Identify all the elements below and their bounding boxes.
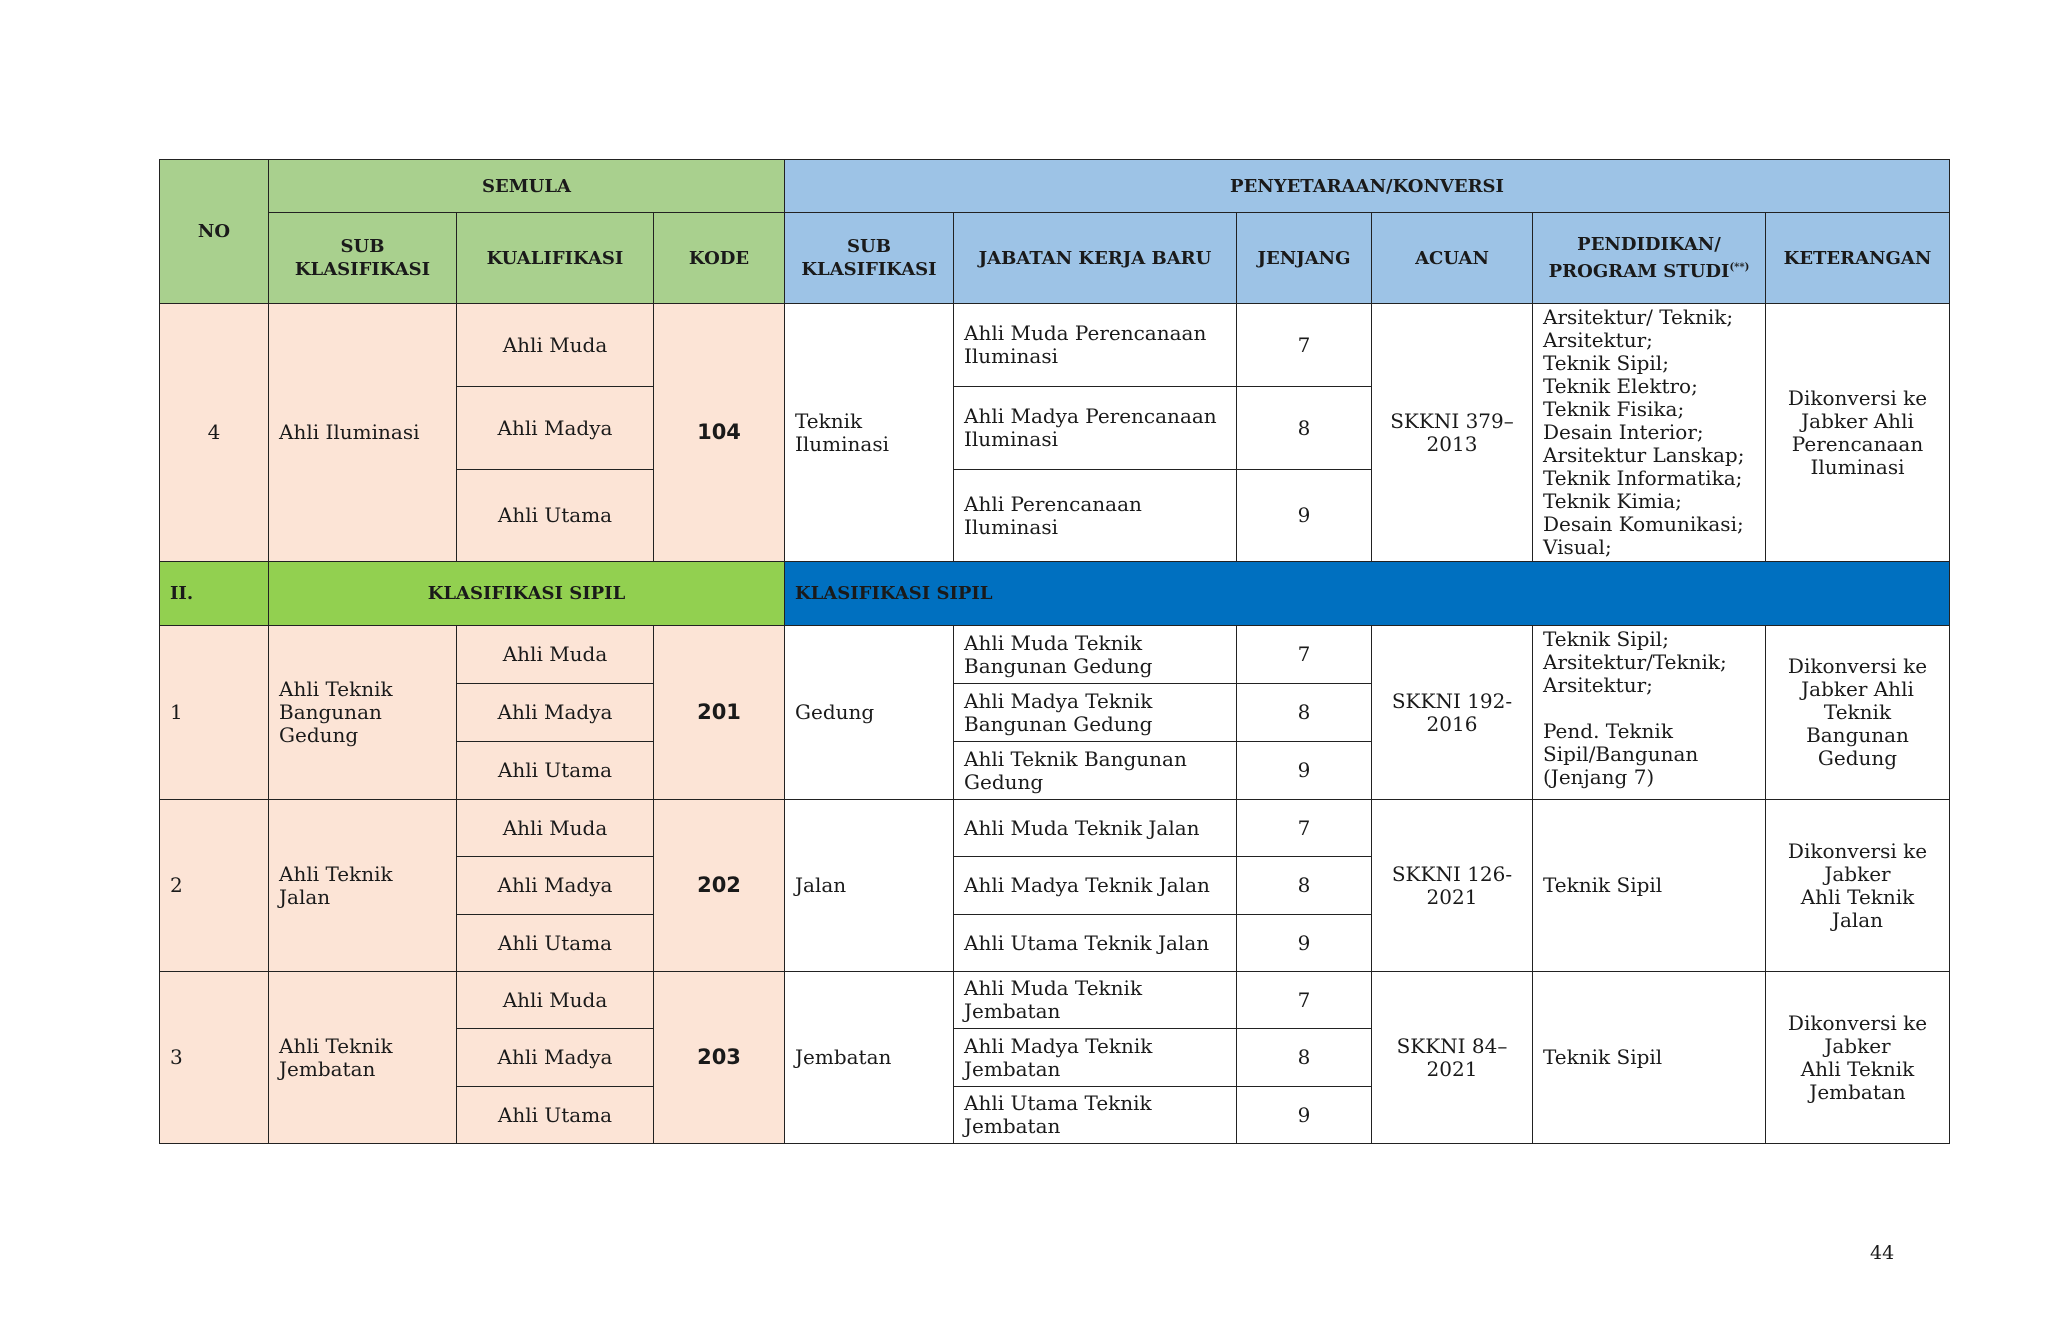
row-kode: 104: [654, 304, 785, 562]
row-jabatan: Ahli Madya Teknik Bangunan Gedung: [954, 684, 1237, 742]
header-penyetaraan: PENYETARAAN/KONVERSI: [785, 160, 1950, 213]
row-jenjang: 9: [1237, 470, 1372, 562]
row-sub-klasifikasi-baru: Gedung: [785, 626, 954, 800]
table-row: [160, 972, 1950, 1029]
header-semula: SEMULA: [269, 160, 785, 213]
row-sub-klasifikasi-baru: Teknik Iluminasi: [785, 304, 954, 562]
header-keterangan: KETERANGAN: [1766, 213, 1950, 304]
row-jenjang: 8: [1237, 684, 1372, 742]
row-jenjang: 7: [1237, 626, 1372, 684]
header-acuan: ACUAN: [1372, 213, 1533, 304]
row-sub-klasifikasi-baru: Jalan: [785, 800, 954, 972]
row-no: 1: [160, 626, 269, 800]
row-jabatan: Ahli Utama Teknik Jembatan: [954, 1087, 1237, 1144]
section-row: [160, 562, 1950, 626]
row-kode: 203: [654, 972, 785, 1144]
row-sub-klasifikasi: Ahli Teknik Bangunan Gedung: [269, 626, 457, 800]
row-jabatan: Ahli Utama Teknik Jalan: [954, 915, 1237, 972]
row-pendidikan: Teknik Sipil: [1533, 972, 1766, 1144]
row-keterangan: Dikonversi ke Jabker Ahli Perencanaan Iluminasi: [1766, 304, 1950, 562]
row-keterangan: Dikonversi ke Jabker Ahli Teknik Bangunan Gedung: [1766, 626, 1950, 800]
row-acuan: SKKNI 192-2016: [1372, 626, 1533, 800]
row-no: 4: [160, 304, 269, 562]
header-jabatan-kerja-baru: JABATAN KERJA BARU: [954, 213, 1237, 304]
page-number: 44: [1870, 1242, 1895, 1264]
row-kualifikasi: Ahli Madya: [457, 684, 654, 742]
row-kualifikasi: Ahli Utama: [457, 742, 654, 800]
row-pendidikan: Teknik Sipil; Arsitektur/Teknik; Arsitektur; Pend. Teknik Sipil/Bangunan (Jenjang 7): [1533, 626, 1766, 800]
section-title-left: KLASIFIKASI SIPIL: [269, 562, 785, 626]
row-no: 2: [160, 800, 269, 972]
row-jabatan: Ahli Teknik Bangunan Gedung: [954, 742, 1237, 800]
table-row: [160, 304, 1950, 387]
row-kualifikasi: Ahli Muda: [457, 972, 654, 1029]
row-pendidikan: Teknik Sipil: [1533, 800, 1766, 972]
row-kualifikasi: Ahli Muda: [457, 800, 654, 857]
section-no: II.: [160, 562, 269, 626]
row-jenjang: 8: [1237, 1029, 1372, 1087]
header-kualifikasi: KUALIFIKASI: [457, 213, 654, 304]
row-sub-klasifikasi-baru: Jembatan: [785, 972, 954, 1144]
row-sub-klasifikasi: Ahli Teknik Jembatan: [269, 972, 457, 1144]
row-kualifikasi: Ahli Madya: [457, 387, 654, 470]
row-kualifikasi: Ahli Utama: [457, 915, 654, 972]
header-pendidikan: [1533, 213, 1766, 304]
header-kode: KODE: [654, 213, 785, 304]
row-jabatan: Ahli Madya Perencanaan Iluminasi: [954, 387, 1237, 470]
row-jabatan: Ahli Muda Perencanaan Iluminasi: [954, 304, 1237, 387]
row-jabatan: Ahli Muda Teknik Bangunan Gedung: [954, 626, 1237, 684]
row-kode: 202: [654, 800, 785, 972]
row-keterangan: Dikonversi ke Jabker Ahli Teknik Jembatan: [1766, 972, 1950, 1144]
row-kualifikasi: Ahli Madya: [457, 857, 654, 915]
row-jenjang: 7: [1237, 304, 1372, 387]
row-kode: 201: [654, 626, 785, 800]
row-jabatan: Ahli Madya Teknik Jembatan: [954, 1029, 1237, 1087]
header-jenjang: JENJANG: [1237, 213, 1372, 304]
row-jabatan: Ahli Muda Teknik Jalan: [954, 800, 1237, 857]
row-kualifikasi: Ahli Utama: [457, 1087, 654, 1144]
header-pendidikan-note: (**): [1729, 262, 1750, 273]
row-no: 3: [160, 972, 269, 1144]
header-sub-klasifikasi-baru: SUB KLASIFIKASI: [785, 213, 954, 304]
row-jenjang: 7: [1237, 972, 1372, 1029]
table-row: [160, 800, 1950, 857]
row-keterangan: Dikonversi ke Jabker Ahli Teknik Jalan: [1766, 800, 1950, 972]
conversion-table: [159, 159, 1950, 1144]
row-acuan: SKKNI 84–2021: [1372, 972, 1533, 1144]
row-jenjang: 7: [1237, 800, 1372, 857]
row-acuan: SKKNI 379–2013: [1372, 304, 1533, 562]
row-kualifikasi: Ahli Utama: [457, 470, 654, 562]
row-jabatan: Ahli Madya Teknik Jalan: [954, 857, 1237, 915]
row-jabatan: Ahli Muda Teknik Jembatan: [954, 972, 1237, 1029]
row-kualifikasi: Ahli Madya: [457, 1029, 654, 1087]
row-jenjang: 8: [1237, 387, 1372, 470]
row-kualifikasi: Ahli Muda: [457, 304, 654, 387]
row-sub-klasifikasi: Ahli Teknik Jalan: [269, 800, 457, 972]
row-kualifikasi: Ahli Muda: [457, 626, 654, 684]
table-row: [160, 626, 1950, 684]
row-jenjang: 8: [1237, 857, 1372, 915]
row-pendidikan: Arsitektur/ Teknik; Arsitektur; Teknik Sipil; Teknik Elektro; Teknik Fisika; Desain Interior; Arsitektur Lanskap; Teknik Informatika; Teknik Kimia; Desain Komunikasi; Visual;: [1533, 304, 1766, 562]
header-pendidikan-label: PENDIDIKAN/ PROGRAM STUDI: [1548, 234, 1730, 282]
row-acuan: SKKNI 126-2021: [1372, 800, 1533, 972]
row-jenjang: 9: [1237, 915, 1372, 972]
row-sub-klasifikasi: Ahli Iluminasi: [269, 304, 457, 562]
header-no: NO: [160, 160, 269, 304]
row-jenjang: 9: [1237, 1087, 1372, 1144]
section-title-right: KLASIFIKASI SIPIL: [785, 562, 1950, 626]
row-jenjang: 9: [1237, 742, 1372, 800]
row-jabatan: Ahli Perencanaan Iluminasi: [954, 470, 1237, 562]
header-sub-klasifikasi: SUB KLASIFIKASI: [269, 213, 457, 304]
